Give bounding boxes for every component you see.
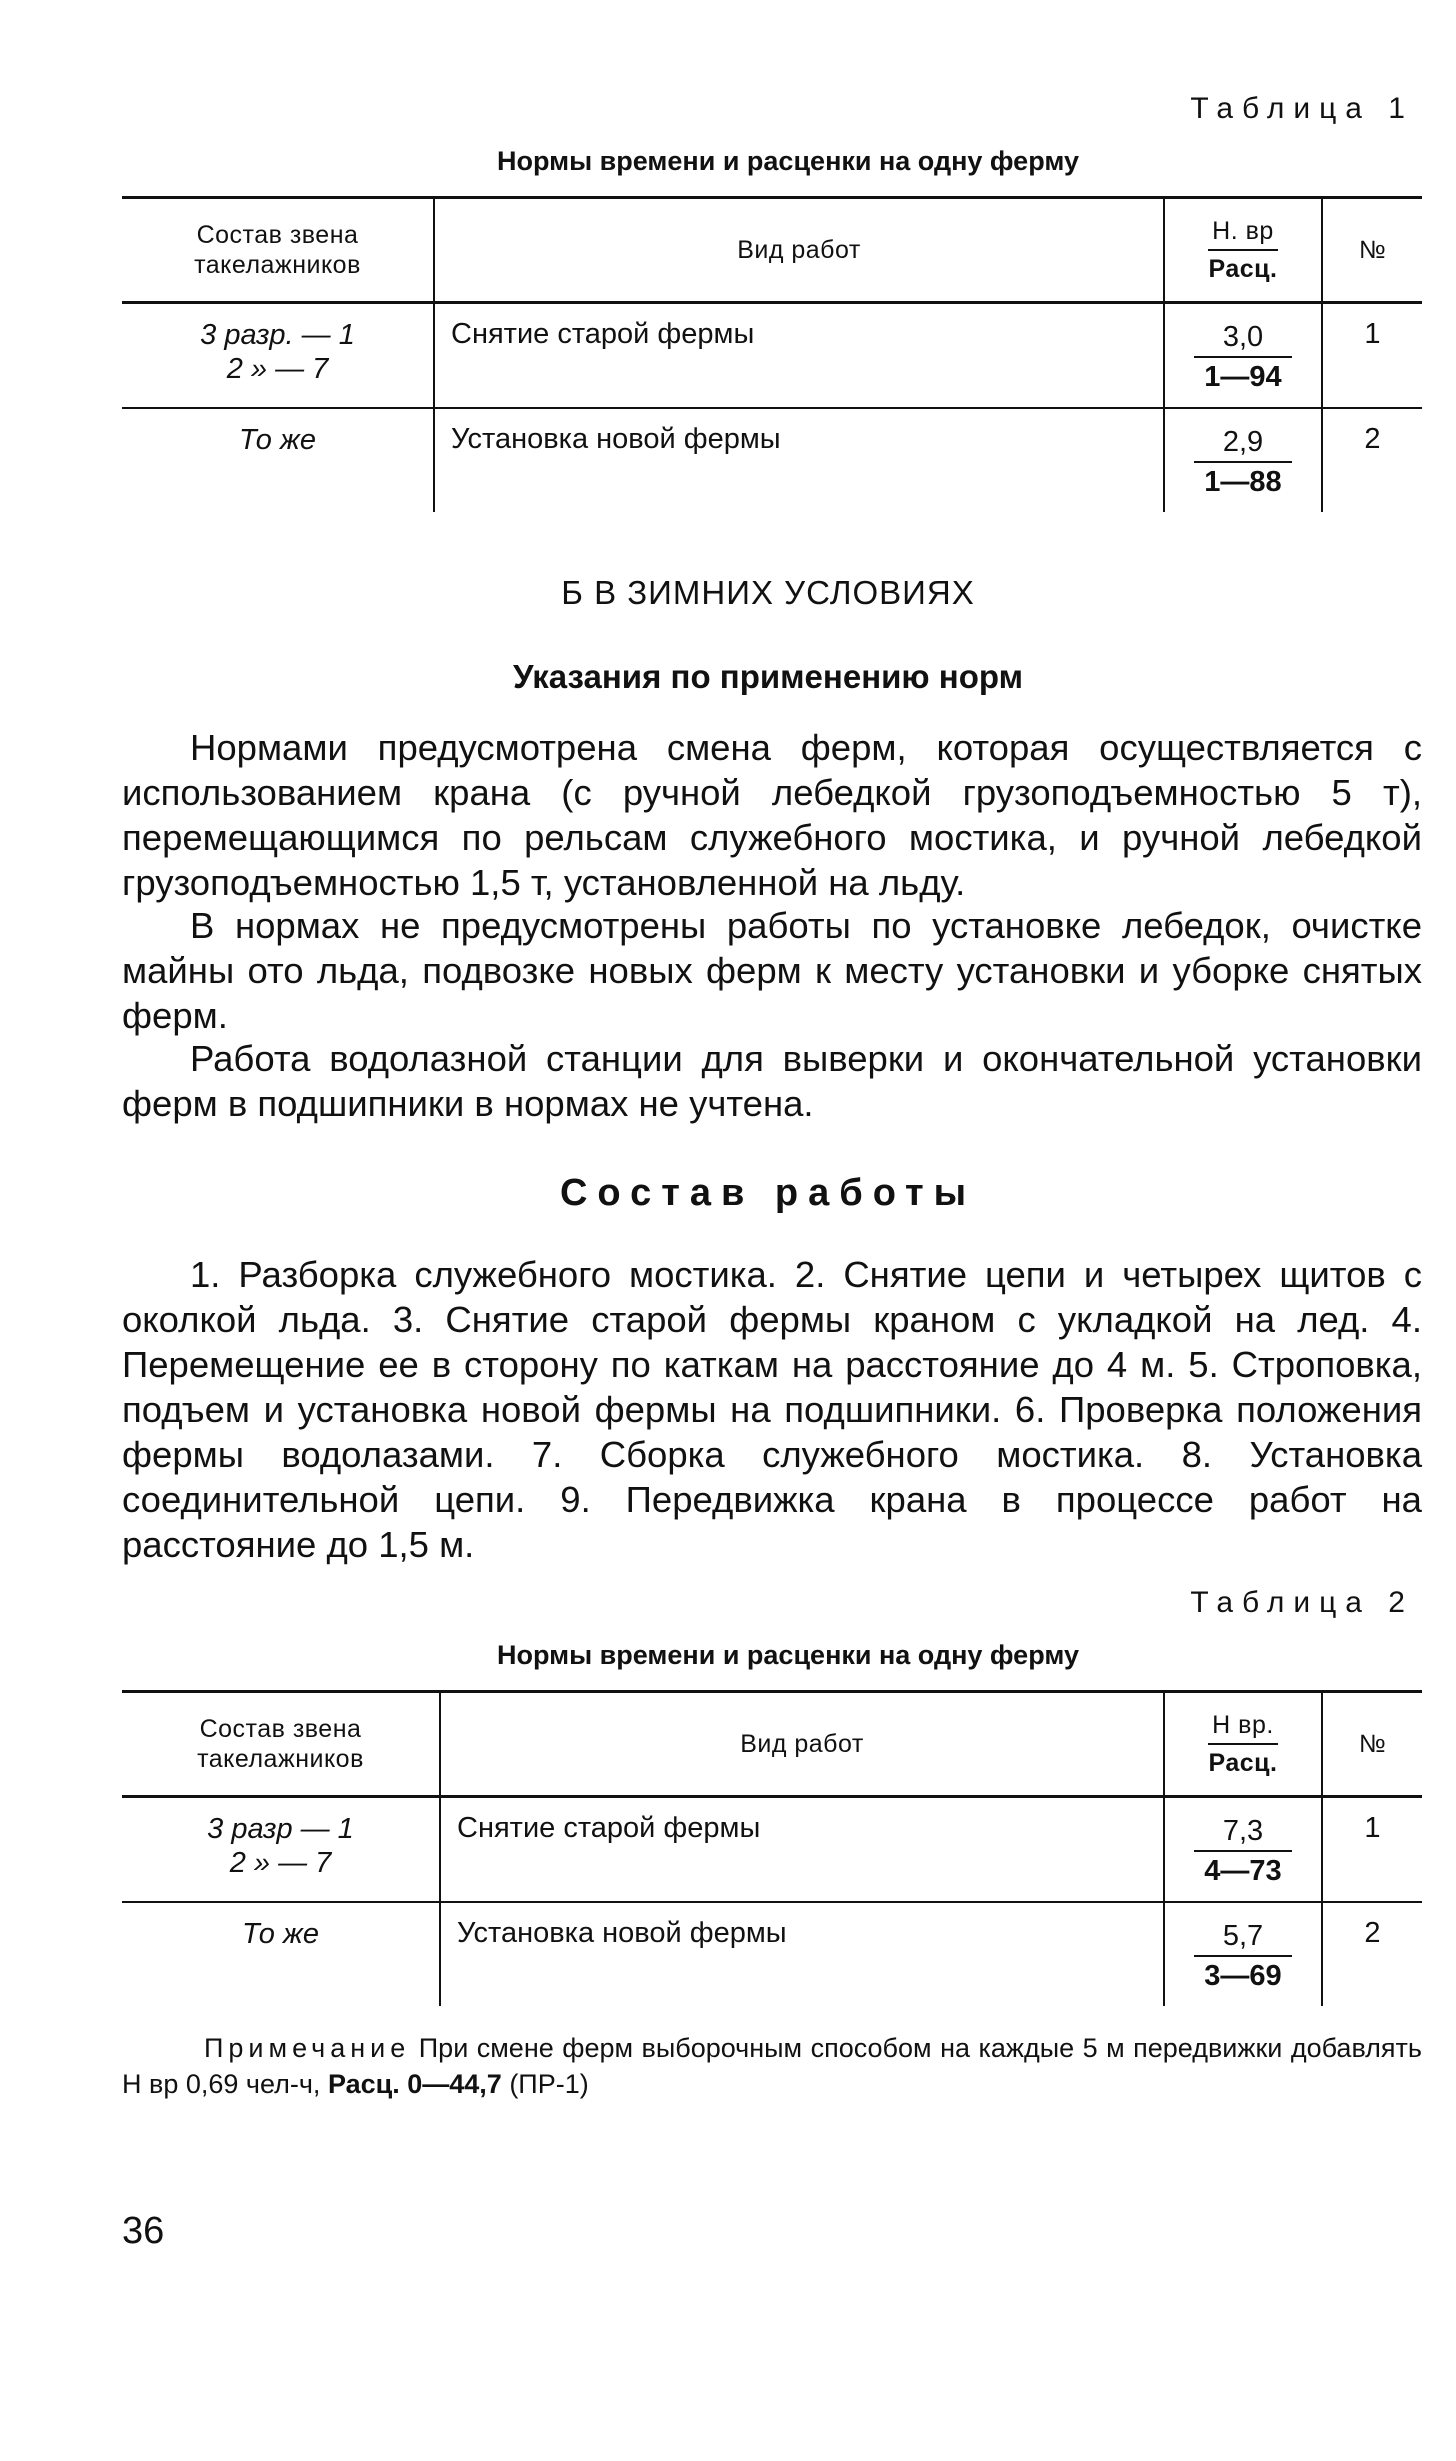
table1-header-no: № [1322,198,1422,303]
page-number: 36 [122,2210,165,2252]
note-text: При смене ферм выборочным способом на каждые 5 м передвижки добавлять Н вр 0,69 чел-ч, [122,2033,1422,2099]
crew-cell: 3 разр. — 1 2 » — 7 [122,303,434,409]
table2 [122,1690,1422,2006]
norm-cell: $\frac{2,9}{1—88}$ [1164,408,1322,512]
table-row [122,408,1422,512]
work-cell: Снятие старой фермы [440,1797,1164,1903]
instructions-paragraph-2: В нормах не предусмотрены работы по установке лебедок, очистке майны ото льда, подвозке новых ферм к месту установки и уборке снятых ферм. [122,905,1422,1036]
table2-header-work: Вид работ [440,1692,1164,1797]
norm-cell: $\frac{5,7}{3—69}$ [1164,1902,1322,2006]
table2-caption: Нормы времени и расценки на одну ферму [497,1640,1079,1670]
table-row [122,1902,1422,2006]
table1-header-crew: Состав звена такелажников [122,198,434,303]
table1-header-norm: $\frac{Н. вр}{\text{Расц.}}$ [1164,198,1322,303]
note-tail: (ПР-1) [509,2069,589,2099]
table1-label: Таблица 1 [1190,92,1414,125]
instructions-paragraph-1: Нормами предусмотрена смена ферм, которая осуществляется с использованием крана (с ручной лебедкой грузоподъемностью 5 т), перемещающимся по рельсам служебного мостика, и ручной лебедкой грузоподъемностью 1,5 т, установленной на льду. [122,727,1422,903]
table-row [122,303,1422,409]
table2-header-row [122,1692,1422,1797]
table2-header-norm: $\frac{\text{Н вр.}}{\text{Расц.}}$ [1164,1692,1322,1797]
work-cell: Снятие старой фермы [434,303,1164,409]
table1-header-row [122,198,1422,303]
instructions-paragraph-3: Работа водолазной станции для выверки и окончательной установки ферм в подшипники в нормах не учтена. [122,1038,1422,1124]
table1-caption: Нормы времени и расценки на одну ферму [497,146,1079,176]
table2-label: Таблица 2 [1190,1586,1414,1619]
note-rate: Расц. 0—44,7 [327,2069,502,2099]
composition-heading: Состав работы [559,1172,977,1214]
number-cell: 2 [1322,1902,1422,2006]
composition-paragraph: 1. Разборка служебного мостика. 2. Снятие цепи и четырех щитов с околкой льда. 3. Снятие старой фермы краном с укладкой на лед. 4. Перемещение ее в сторону по каткам на расстояние до 4 м. 5. Строповка, подъем и установка новой фермы на подшипники. 6. Проверка положения фермы водолазами. 7. Сборка служебного мостика. 8. Установка соединительной цепи. 9. Передвижка крана в процессе работ на расстояние до 1,5 м. [122,1254,1422,1565]
table1 [122,196,1422,512]
instructions-heading: Указания по применению норм [513,658,1023,695]
table2-note [122,2030,1422,2102]
norm-cell: $\frac{3,0}{1—94}$ [1164,303,1322,409]
crew-cell: То же [238,424,317,456]
norm-cell: $\frac{7,3}{4—73}$ [1164,1797,1322,1903]
work-cell: Установка новой фермы [440,1902,1164,2006]
table2-header-no: № [1322,1692,1422,1797]
work-cell: Установка новой фермы [434,408,1164,512]
table1-header-work: Вид работ [434,198,1164,303]
number-cell: 1 [1322,303,1422,409]
number-cell: 2 [1322,408,1422,512]
section-title: Б В ЗИМНИХ УСЛОВИЯХ [561,574,975,611]
table-row [122,1797,1422,1903]
crew-cell: То же [241,1918,320,1950]
note-lead: Примечание [204,2033,411,2063]
crew-cell: 3 разр — 1 2 » — 7 [122,1797,440,1903]
number-cell: 1 [1322,1797,1422,1903]
table2-header-crew: Состав звена такелажников [122,1692,440,1797]
